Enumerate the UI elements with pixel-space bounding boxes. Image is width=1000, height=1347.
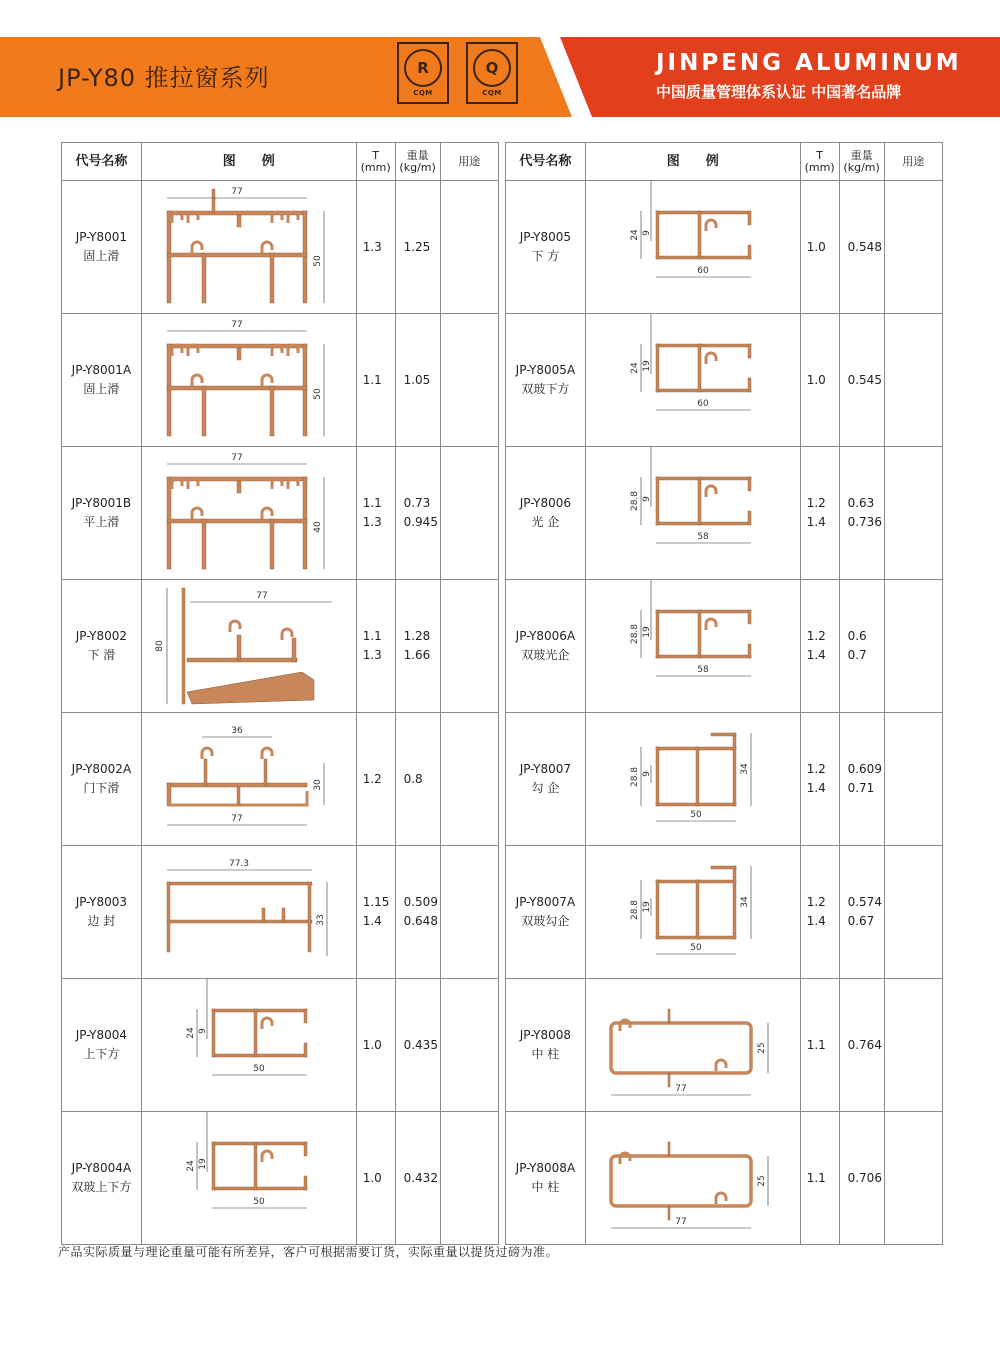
profile-drawing <box>142 1112 352 1244</box>
thickness-cell: 1.0 <box>800 181 839 314</box>
product-code: JP-Y8008A 中 柱 <box>506 1112 586 1245</box>
profile-figure <box>141 580 356 713</box>
cert-badge-r <box>397 42 449 104</box>
svg-text:77: 77 <box>231 453 243 463</box>
usage-cell <box>884 713 942 846</box>
cert-q-icon: Q <box>473 49 511 87</box>
svg-text:34: 34 <box>739 763 750 775</box>
svg-text:30: 30 <box>312 779 323 791</box>
profile-drawing <box>142 713 352 845</box>
thickness-cell: 1.2 1.4 <box>800 580 839 713</box>
svg-text:58: 58 <box>697 665 709 675</box>
profile-figure <box>141 979 356 1112</box>
product-code: JP-Y8001 固上滑 <box>62 181 142 314</box>
profile-drawing <box>586 447 796 579</box>
header-code: 代号名称 <box>506 143 586 181</box>
product-code: JP-Y8004 上下方 <box>62 979 142 1112</box>
svg-text:77: 77 <box>256 591 268 601</box>
svg-text:50: 50 <box>690 810 702 820</box>
usage-cell <box>884 447 942 580</box>
thickness-cell: 1.2 1.4 <box>800 713 839 846</box>
svg-text:77: 77 <box>675 1217 687 1227</box>
svg-text:9: 9 <box>641 771 652 777</box>
brand-name-en: JINPENG ALUMINUM <box>656 50 962 76</box>
thickness-cell: 1.1 <box>356 314 395 447</box>
weight-cell: 1.25 <box>395 181 440 314</box>
product-code: JP-Y8007A 双玻勾企 <box>506 846 586 979</box>
table-row <box>62 314 499 447</box>
svg-text:28.8: 28.8 <box>629 623 640 645</box>
usage-cell <box>440 979 498 1112</box>
weight-cell: 0.574 0.67 <box>839 846 884 979</box>
thickness-cell: 1.1 <box>800 1112 839 1245</box>
cert-r-caption: CQM <box>413 89 433 97</box>
profile-drawing <box>142 314 352 446</box>
profile-figure <box>141 846 356 979</box>
svg-text:60: 60 <box>697 266 709 276</box>
header-thickness: T (mm) <box>356 143 395 181</box>
profile-drawing <box>142 447 352 579</box>
table-header-row <box>62 143 499 181</box>
profile-drawing <box>142 181 352 313</box>
usage-cell <box>440 713 498 846</box>
svg-text:77: 77 <box>231 187 243 197</box>
table-row <box>62 447 499 580</box>
header-thickness: T (mm) <box>800 143 839 181</box>
table-row <box>506 1112 943 1245</box>
usage-cell <box>884 846 942 979</box>
svg-text:36: 36 <box>231 726 243 736</box>
table-row <box>62 181 499 314</box>
profile-figure <box>141 314 356 447</box>
svg-text:50: 50 <box>312 255 323 267</box>
table-row <box>62 979 499 1112</box>
weight-cell: 1.05 <box>395 314 440 447</box>
thickness-cell: 1.2 <box>356 713 395 846</box>
product-code: JP-Y8001A 固上滑 <box>62 314 142 447</box>
profile-drawing <box>586 979 796 1111</box>
thickness-cell: 1.15 1.4 <box>356 846 395 979</box>
profile-drawing <box>142 979 352 1111</box>
weight-cell: 0.8 <box>395 713 440 846</box>
product-code: JP-Y8002A 门下滑 <box>62 713 142 846</box>
weight-cell: 0.432 <box>395 1112 440 1245</box>
product-code: JP-Y8001B 平上滑 <box>62 447 142 580</box>
usage-cell <box>884 979 942 1112</box>
profile-figure <box>585 979 800 1112</box>
profile-figure <box>585 846 800 979</box>
svg-text:77: 77 <box>231 814 243 824</box>
svg-text:19: 19 <box>641 901 652 913</box>
profile-figure <box>585 1112 800 1245</box>
usage-cell <box>884 580 942 713</box>
series-title: JP-Y80 推拉窗系列 <box>58 64 270 92</box>
table-row <box>506 447 943 580</box>
product-code: JP-Y8004A 双玻上下方 <box>62 1112 142 1245</box>
table-row <box>62 580 499 713</box>
thickness-cell: 1.1 <box>800 979 839 1112</box>
usage-cell <box>440 447 498 580</box>
table-row <box>506 580 943 713</box>
svg-text:28.8: 28.8 <box>629 899 640 921</box>
usage-cell <box>440 846 498 979</box>
header-usage: 用途 <box>884 143 942 181</box>
svg-text:60: 60 <box>697 399 709 409</box>
table-row <box>506 181 943 314</box>
profile-drawing <box>142 580 352 712</box>
table-row <box>62 846 499 979</box>
profile-drawing <box>586 314 796 446</box>
svg-text:50: 50 <box>312 388 323 400</box>
product-code: JP-Y8008 中 柱 <box>506 979 586 1112</box>
profile-drawing <box>586 580 796 712</box>
thickness-cell: 1.2 1.4 <box>800 846 839 979</box>
table-row <box>506 314 943 447</box>
weight-cell: 0.545 <box>839 314 884 447</box>
profile-drawing <box>586 1112 796 1244</box>
weight-cell: 0.548 <box>839 181 884 314</box>
product-code: JP-Y8005 下 方 <box>506 181 586 314</box>
thickness-cell: 1.0 <box>800 314 839 447</box>
spec-table-right <box>505 142 943 1245</box>
svg-text:9: 9 <box>641 230 652 236</box>
svg-text:58: 58 <box>697 532 709 542</box>
svg-text:19: 19 <box>641 626 652 638</box>
table-row <box>506 846 943 979</box>
profile-figure <box>141 1112 356 1245</box>
thickness-cell: 1.2 1.4 <box>800 447 839 580</box>
svg-text:25: 25 <box>756 1175 767 1187</box>
weight-cell: 0.509 0.648 <box>395 846 440 979</box>
weight-cell: 0.6 0.7 <box>839 580 884 713</box>
table-header-row <box>506 143 943 181</box>
usage-cell <box>440 1112 498 1245</box>
svg-text:34: 34 <box>739 896 750 908</box>
svg-text:33: 33 <box>315 914 326 926</box>
header-usage: 用途 <box>440 143 498 181</box>
header-weight: 重量 (kg/m) <box>839 143 884 181</box>
profile-drawing <box>586 181 796 313</box>
profile-drawing <box>586 713 796 845</box>
svg-text:80: 80 <box>154 640 165 652</box>
header-weight: 重量 (kg/m) <box>395 143 440 181</box>
weight-cell: 0.706 <box>839 1112 884 1245</box>
thickness-cell: 1.0 <box>356 1112 395 1245</box>
product-code: JP-Y8003 边 封 <box>62 846 142 979</box>
svg-text:24: 24 <box>185 1027 196 1039</box>
product-code: JP-Y8006A 双玻光企 <box>506 580 586 713</box>
svg-text:24: 24 <box>629 229 640 241</box>
header-figure: 图 例 <box>141 143 356 181</box>
profile-figure <box>585 580 800 713</box>
thickness-cell: 1.3 <box>356 181 395 314</box>
product-code: JP-Y8005A 双玻下方 <box>506 314 586 447</box>
weight-cell: 0.435 <box>395 979 440 1112</box>
svg-text:50: 50 <box>253 1197 265 1207</box>
product-code: JP-Y8007 勾 企 <box>506 713 586 846</box>
svg-text:25: 25 <box>756 1042 767 1054</box>
svg-text:28.8: 28.8 <box>629 766 640 788</box>
profile-figure <box>585 713 800 846</box>
svg-text:77.3: 77.3 <box>228 859 249 869</box>
svg-text:19: 19 <box>641 360 652 372</box>
table-row <box>62 713 499 846</box>
svg-text:28.8: 28.8 <box>629 490 640 512</box>
header-figure: 图 例 <box>585 143 800 181</box>
weight-cell: 0.764 <box>839 979 884 1112</box>
svg-text:77: 77 <box>231 320 243 330</box>
table-row <box>506 979 943 1112</box>
usage-cell <box>440 181 498 314</box>
weight-cell: 1.28 1.66 <box>395 580 440 713</box>
footnote: 产品实际质量与理论重量可能有所差异，客户可根据需要订货，实际重量以提货过磅为准。 <box>58 1245 559 1259</box>
usage-cell <box>440 580 498 713</box>
svg-text:9: 9 <box>641 496 652 502</box>
thickness-cell: 1.1 1.3 <box>356 447 395 580</box>
svg-text:40: 40 <box>312 521 323 533</box>
usage-cell <box>884 181 942 314</box>
profile-figure <box>141 447 356 580</box>
profile-drawing <box>586 846 796 978</box>
svg-text:9: 9 <box>197 1028 208 1034</box>
table-row <box>62 1112 499 1245</box>
svg-text:24: 24 <box>629 362 640 374</box>
svg-text:50: 50 <box>253 1064 265 1074</box>
svg-text:19: 19 <box>197 1158 208 1170</box>
spec-table-left <box>61 142 499 1245</box>
cert-q-caption: CQM <box>482 89 502 97</box>
profile-figure <box>585 447 800 580</box>
thickness-cell: 1.0 <box>356 979 395 1112</box>
weight-cell: 0.73 0.945 <box>395 447 440 580</box>
brand-slogan-cn: 中国质量管理体系认证 中国著名品牌 <box>656 83 902 101</box>
usage-cell <box>884 314 942 447</box>
product-code: JP-Y8002 下 滑 <box>62 580 142 713</box>
profile-figure <box>585 314 800 447</box>
profile-figure <box>141 181 356 314</box>
svg-text:50: 50 <box>690 943 702 953</box>
header-code: 代号名称 <box>62 143 142 181</box>
profile-drawing <box>142 846 352 978</box>
weight-cell: 0.609 0.71 <box>839 713 884 846</box>
usage-cell <box>440 314 498 447</box>
cert-r-icon: R <box>404 49 442 87</box>
usage-cell <box>884 1112 942 1245</box>
product-code: JP-Y8006 光 企 <box>506 447 586 580</box>
profile-figure <box>585 181 800 314</box>
table-row <box>506 713 943 846</box>
svg-text:24: 24 <box>185 1160 196 1172</box>
thickness-cell: 1.1 1.3 <box>356 580 395 713</box>
weight-cell: 0.63 0.736 <box>839 447 884 580</box>
cert-badge-q <box>466 42 518 104</box>
svg-text:77: 77 <box>675 1084 687 1094</box>
profile-figure <box>141 713 356 846</box>
